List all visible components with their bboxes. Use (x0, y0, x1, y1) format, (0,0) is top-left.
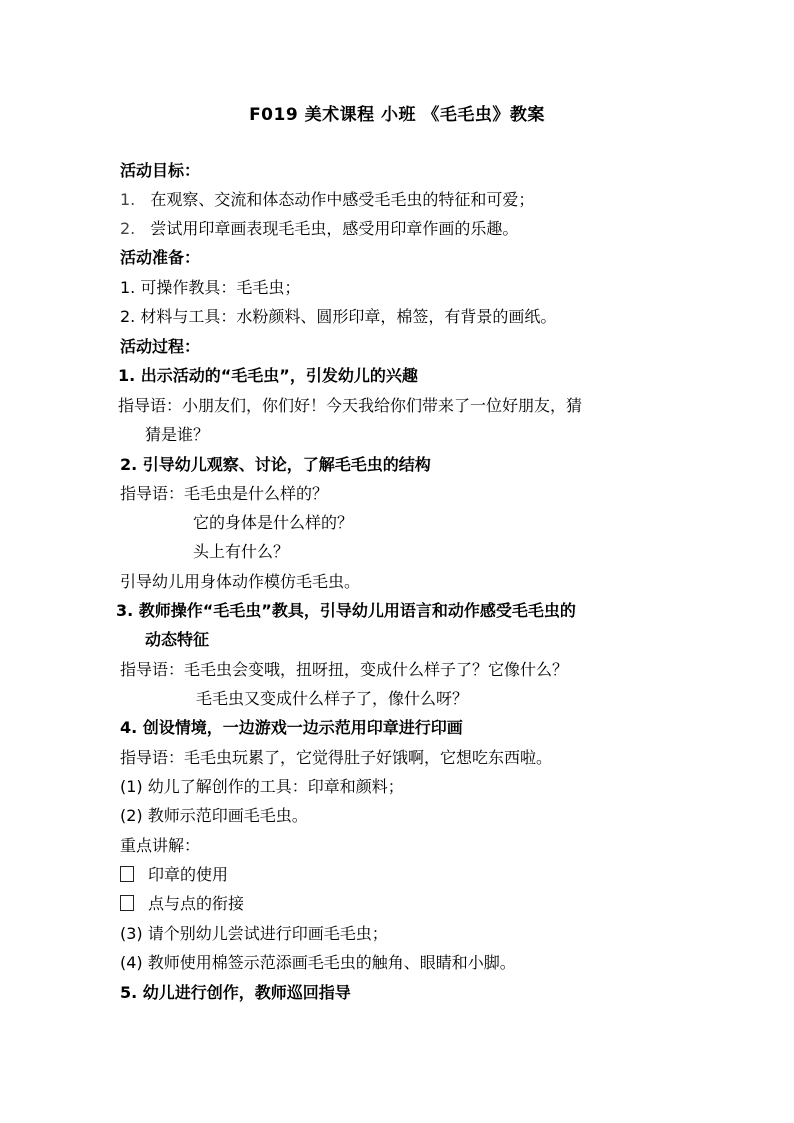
bullet-box-icon (120, 895, 134, 911)
step4-sub1: (1) 幼儿了解创作的工具：印章和颜料； (120, 777, 404, 796)
prep-item-1: 1. 可操作教具：毛毛虫； (120, 278, 301, 297)
step4-title: 4. 创设情境，一边游戏一边示范用印章进行印画 (120, 718, 463, 737)
step2-guide-line3: 头上有什么？ (193, 542, 290, 561)
step3-title-line2: 动态特征 (145, 630, 210, 649)
step1-guide-line1: 指导语：小朋友们，你们好！今天我给你们带来了一位好朋友，猜 (118, 396, 583, 415)
goal-text: 在观察、交流和体态动作中感受毛毛虫的特征和可爱； (150, 190, 535, 209)
key-point-text: 点与点的衔接 (148, 894, 245, 913)
process-heading: 活动过程： (120, 337, 201, 356)
goals-heading: 活动目标： (120, 161, 201, 180)
step2-note: 引导幼儿用身体动作模仿毛毛虫。 (120, 572, 361, 591)
step4-sub2: (2) 教师示范印画毛毛虫。 (120, 806, 308, 825)
key-points-heading: 重点讲解： (120, 836, 201, 855)
goal-item-1 (120, 189, 534, 211)
bullet-box-icon (120, 866, 134, 882)
goal-item-2 (120, 218, 518, 240)
goal-text: 尝试用印章画表现毛毛虫，感受用印章作画的乐趣。 (150, 219, 519, 238)
step4-guide-line1: 指导语：毛毛虫玩累了，它觉得肚子好饿啊，它想吃东西啦。 (120, 748, 553, 767)
document-title: F019 美术课程 小班 《毛毛虫》教案 (249, 105, 545, 125)
prep-item-2: 2. 材料与工具：水粉颜料、圆形印章，棉签，有背景的画纸。 (120, 307, 557, 326)
step2-guide-line2: 它的身体是什么样的？ (193, 513, 354, 532)
goal-number: 1. (120, 190, 136, 209)
step3-guide-line1: 指导语：毛毛虫会变哦，扭呀扭，变成什么样子了？它像什么？ (120, 660, 569, 679)
step2-title: 2. 引导幼儿观察、讨论，了解毛毛虫的结构 (120, 455, 431, 474)
step3-title-line1: 3. 教师操作“毛毛虫”教具，引导幼儿用语言和动作感受毛毛虫的 (116, 601, 576, 620)
step3-guide-line2: 毛毛虫又变成什么样子了，像什么呀？ (196, 689, 469, 708)
step1-guide-line2: 猜是谁？ (145, 425, 210, 444)
step4-sub3: (3) 请个别幼儿尝试进行印画毛毛虫； (120, 924, 388, 943)
step4-sub4: (4) 教师使用棉签示范添画毛毛虫的触角、眼睛和小脚。 (120, 953, 516, 972)
key-point-1 (120, 864, 228, 886)
key-point-2 (120, 893, 244, 915)
step5-title: 5. 幼儿进行创作，教师巡回指导 (120, 983, 351, 1002)
goal-number: 2. (120, 219, 136, 238)
step1-title: 1. 出示活动的“毛毛虫”，引发幼儿的兴趣 (118, 366, 418, 385)
prep-heading: 活动准备： (120, 248, 201, 267)
step2-guide-line1: 指导语：毛毛虫是什么样的？ (120, 484, 329, 503)
key-point-text: 印章的使用 (148, 865, 229, 884)
